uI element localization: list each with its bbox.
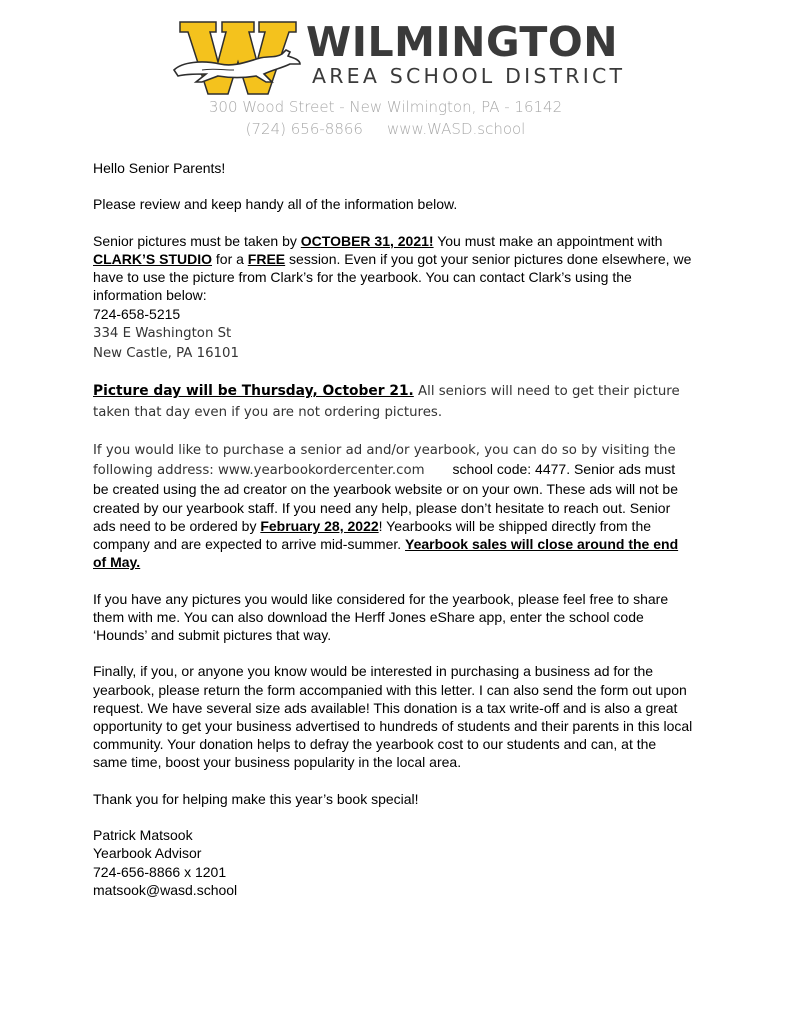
intro-paragraph: Please review and keep handy all of the information below. xyxy=(93,196,458,213)
text: You must make an appointment with xyxy=(433,232,663,249)
text: All seniors will need to get their picture taken that day even if you are not ordering pictures. xyxy=(93,384,680,420)
studio-name: CLARK’S STUDIO xyxy=(93,250,212,267)
wilmington-greyhound-logo xyxy=(172,18,302,96)
signer-phone: 724-656-8866 x 1201 xyxy=(93,863,227,880)
picture-day-paragraph xyxy=(93,381,693,421)
text: ! Yearbooks will be shipped directly from the company and are expected to arrive mid-summer. xyxy=(93,517,652,552)
district-website: www.WASD.school xyxy=(386,120,526,138)
studio-phone: 724-658-5215 xyxy=(93,305,181,322)
free-session: FREE xyxy=(247,250,286,267)
deadline-date: OCTOBER 31, 2021! xyxy=(300,232,434,249)
greeting: Hello Senior Parents! xyxy=(93,160,226,176)
text: school code: 4477. Senior ads must be created using the ad creator on the yearbook website or on your own. These ads will not be created by our yearbook staff. If you need any help, please don’t hesitate to reach out. Senior ads need to be ordered by xyxy=(93,461,678,534)
district-contact xyxy=(0,122,771,137)
letter-body xyxy=(93,159,693,917)
district-phone: (724) 656-8866 xyxy=(245,120,363,138)
picture-day: Picture day will be Thursday, October 21. xyxy=(93,383,414,400)
signature xyxy=(93,826,693,899)
business-ad-paragraph: Finally, if you, or anyone you know would be interested in purchasing a business ad for the yearbook, please return the form accompanied with this letter. I can also send the form out upon request. We have several size ads available! This donation is a tax write-off and is also a great opportunity to get your business advertised to hundreds of students and their parents in this local community. Your donation helps to defray the yearbook cost to our students and can, at the same time, boost your business popularity in the local area. xyxy=(93,663,693,771)
senior-pictures-paragraph xyxy=(93,232,693,363)
thank-you: Thank you for helping make this year’s book special! xyxy=(93,790,419,807)
text: for a xyxy=(212,250,248,267)
yearbook-ad-paragraph xyxy=(93,440,693,571)
ad-deadline-date: February 28, 2022 xyxy=(260,517,379,534)
text: session. Even if you got your senior pictures done elsewhere, we have to use the picture from Clark’s for the yearbook. You can contact Clark’s using the information below: xyxy=(93,250,692,304)
district-subtitle: AREA SCHOOL DISTRICT xyxy=(312,64,626,88)
district-address: 300 Wood Street - New Wilmington, PA - 16142 xyxy=(208,98,563,116)
signer-title: Yearbook Advisor xyxy=(93,845,202,862)
district-name: WILMINGTON xyxy=(306,18,619,66)
sales-close-notice: Yearbook sales will close around the end of May. xyxy=(93,536,679,571)
text: Senior pictures must be taken by xyxy=(93,232,301,249)
signer-name: Patrick Matsook xyxy=(93,827,193,844)
studio-street: 334 E Washington St xyxy=(93,325,232,341)
signer-email: matsook@wasd.school xyxy=(93,881,238,898)
letterhead xyxy=(0,0,791,150)
studio-city: New Castle, PA 16101 xyxy=(93,346,239,361)
share-pictures-paragraph: If you have any pictures you would like considered for the yearbook, please feel free to share them with me. You can also download the Herff Jones eShare app, enter the school code ‘Hounds’ and submit pictures that way. xyxy=(93,590,669,643)
text: If you would like to purchase a senior ad and/or yearbook, you can do so by visiting the following address: www.yearbookordercenter.com xyxy=(93,442,676,479)
